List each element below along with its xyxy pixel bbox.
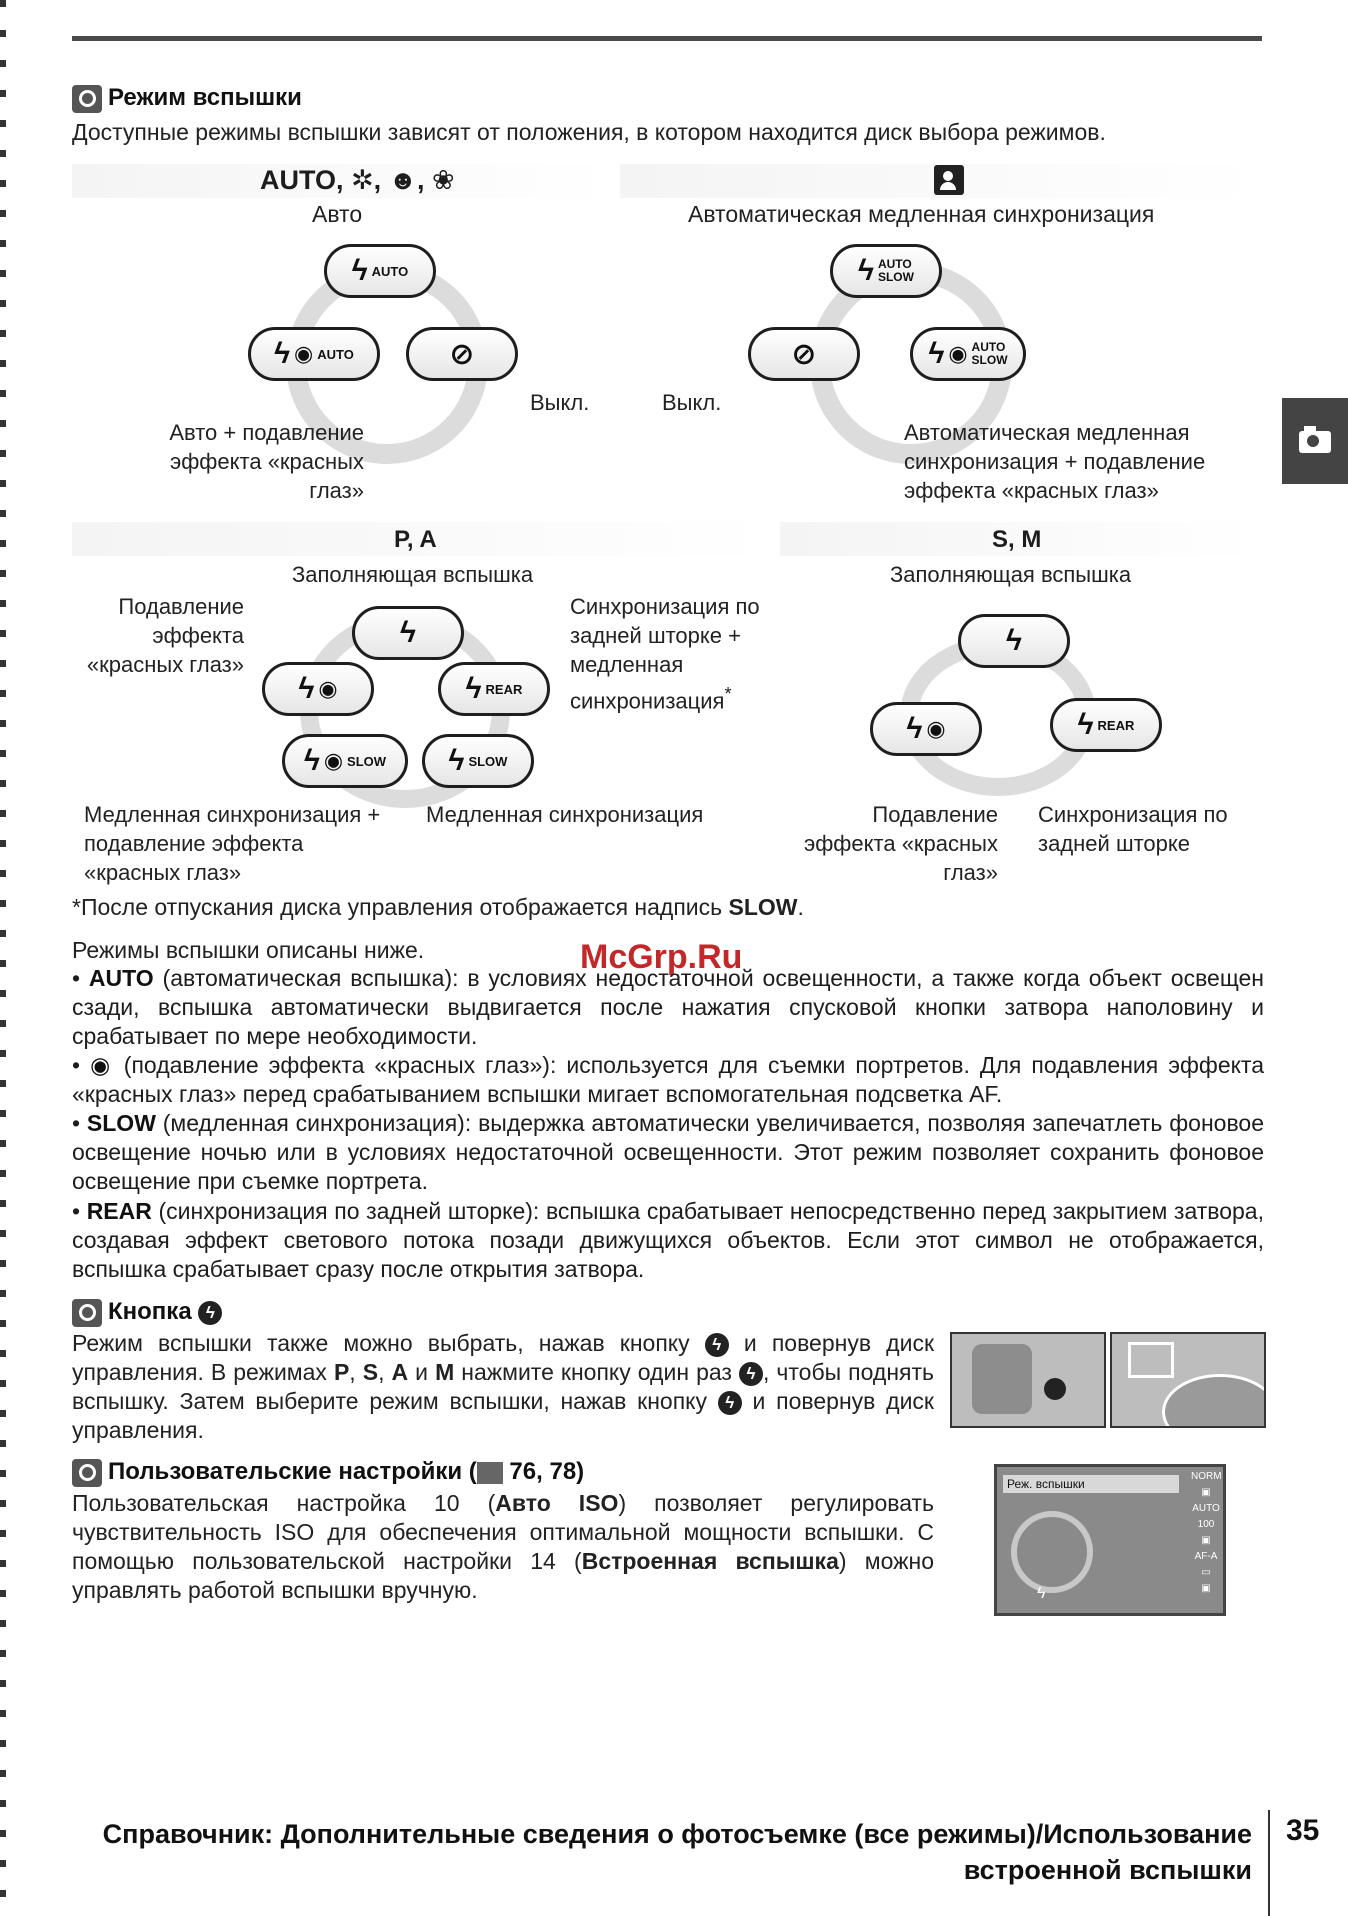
camera-side-photo — [950, 1332, 1106, 1428]
red-eye-icon: ◉ — [294, 341, 314, 366]
flash-off-icon: ⊘ — [449, 337, 475, 371]
modes-intro: Режимы вспышки описаны ниже. — [72, 937, 425, 963]
sm-group-title: S, M — [992, 526, 1042, 553]
custom-settings-icon — [477, 1462, 503, 1484]
slow-pill-off — [748, 327, 860, 381]
flash-bolt-icon: ϟ — [448, 744, 465, 777]
flash-bolt-icon: ϟ — [400, 616, 416, 649]
custom-text: Пользовательская настройка 10 (Авто ISO) позволяет регулировать чувствительность ISO для обеспечения оптимальной мощности вспышки. С помощью пользовательской настройки 14 (Встроенная вспышка) можно управлять работой вспышки вручную. — [72, 1490, 935, 1603]
button-heading: Кнопка ϟ — [72, 1298, 222, 1327]
pencil-icon — [72, 1459, 102, 1487]
pa-label-redeye: Подавление эффекта «красных глаз» — [86, 594, 244, 677]
sm-pill-redeye — [870, 702, 982, 756]
pa-label-rear-slow: Синхронизация по задней шторке + медленная синхронизация* — [570, 594, 760, 714]
flash-bolt-icon: ϟ — [1037, 1585, 1046, 1602]
red-eye-icon: ◉ — [318, 676, 338, 701]
flash-bolt-icon: ϟ — [1006, 624, 1022, 657]
red-eye-icon: ◉ — [323, 748, 344, 773]
page-number: 35 — [1286, 1814, 1320, 1847]
auto-label-redeye: Авто + подавление эффекта «красных глаз» — [169, 420, 364, 503]
flash-bolt-icon: ϟ — [928, 337, 945, 370]
flash-mode-title: Режим вспышки — [108, 84, 302, 111]
slow-group-title: Автоматическая медленная синхронизация — [688, 201, 1155, 227]
mode-desc-auto: • AUTO (автоматическая вспышка): в условиях недостаточной освещенности, а также когда объект освещен сзади, вспышка автоматически выдвигается после нажатия спусковой кнопки затвора наполовину и срабатывает по мере необходимости. — [72, 965, 1264, 1049]
lcd-title: Реж. вспышки — [1003, 1475, 1179, 1493]
flash-off-icon: ⊘ — [791, 337, 817, 371]
pa-group-subtitle: Заполняющая вспышка — [292, 562, 534, 587]
sm-label-redeye: Подавление эффекта «красных глаз» — [803, 802, 998, 885]
command-dial-photo — [1110, 1332, 1266, 1428]
section-tab — [1282, 398, 1348, 484]
pa-group-title: P, A — [394, 526, 437, 553]
sm-pill-rear: ϟ REAR — [1050, 698, 1162, 752]
footnote: *После отпускания диска управления отображается надпись SLOW. — [72, 894, 804, 920]
binding-edge — [0, 0, 6, 1916]
pa-pill-fill — [352, 606, 464, 660]
sm-pill-fill — [958, 614, 1070, 668]
lcd-side-panel: NORM ▣ AUTO 100 ▣ AF-A ▭ ▣ — [1191, 1471, 1222, 1594]
auto-modes-line: AUTO, ✲, ☻, ❀ — [260, 165, 455, 195]
note-icon — [72, 85, 102, 113]
flash-bolt-icon: ϟ — [858, 254, 874, 287]
flash-mode-heading — [72, 84, 302, 113]
night-portrait-icon — [934, 165, 964, 195]
flash-bolt-icon: ϟ — [298, 672, 315, 705]
flash-bolt-icon: ϟ — [274, 337, 291, 370]
red-eye-icon: ◉ — [90, 1052, 114, 1078]
pa-pill-slow-redeye: ϟ ◉ SLOW — [282, 734, 408, 788]
auto-group-title: Авто — [312, 201, 363, 227]
lcd-ring — [1011, 1511, 1093, 1593]
pa-label-slow: Медленная синхронизация — [426, 802, 704, 827]
mode-desc-redeye: • ◉ (подавление эффекта «красных глаз»): используется для съемки портретов. Для подавления эффекта «красных глаз» перед срабатыванием вспышки мигает вспомогательная подсветка AF. — [72, 1052, 1265, 1107]
pa-pill-redeye — [262, 662, 374, 716]
flash-mode-intro: Доступные режимы вспышки зависят от положения, в котором находится диск выбора режимов. — [72, 119, 1106, 145]
auto-pill-redeye: ϟ ◉ AUTO — [248, 327, 380, 381]
sm-label-rear: Синхронизация по задней шторке — [1038, 802, 1228, 856]
auto-pill-auto: ϟ AUTO — [324, 244, 436, 298]
top-rule — [72, 36, 1262, 41]
slow-label-off: Выкл. — [662, 390, 722, 415]
slow-label-redeye: Автоматическая медленная синхронизация + подавление эффекта «красных глаз» — [904, 420, 1206, 503]
flash-button-icon: ϟ — [718, 1391, 742, 1415]
pa-pill-slow: ϟ SLOW — [422, 734, 534, 788]
auto-pill-off — [406, 327, 518, 381]
footer-divider — [1268, 1810, 1270, 1916]
pa-pill-rear: ϟ REAR — [438, 662, 550, 716]
custom-heading: Пользовательские настройки ( 76, 78) — [72, 1458, 584, 1487]
flash-bolt-icon: ϟ — [303, 744, 320, 777]
sm-group-subtitle: Заполняющая вспышка — [890, 562, 1132, 587]
auto-label-off: Выкл. — [530, 390, 590, 415]
mode-desc-rear: • REAR (синхронизация по задней шторке): вспышка срабатывает непосредственно перед закрытием затвора, создавая эффект светового потока позади движущихся объектов. Если этот символ не отображается, вспышка срабатывает сразу после открытия затвора. — [72, 1198, 1264, 1282]
flash-bolt-icon: ϟ — [1077, 708, 1094, 741]
slow-pill-auto-slow: ϟ AUTO SLOW — [830, 244, 942, 298]
flash-bolt-icon: ϟ — [465, 672, 482, 705]
footer-chapter: Справочник: Дополнительные сведения о фотосъемке (все режимы)/Использование встроенной вспышки — [102, 1819, 1252, 1885]
button-text: Режим вспышки также можно выбрать, нажав кнопку ϟ и повернув диск управления. В режимах P, S, A и M нажмите кнопку один раз ϟ , чтобы поднять вспышку. Затем выберите режим вспышки, нажав кнопку ϟ и повернув диск управления. — [72, 1330, 935, 1443]
note-icon — [72, 1299, 102, 1327]
flash-bolt-icon: ϟ — [906, 712, 923, 745]
mode-desc-slow: • SLOW (медленная синхронизация): выдержка автоматически увеличивается, позволяя запечатлеть фоновое освещение ночью или в условиях недостаточной освещенности. Этот режим позволяет сохранить фоновое освещение при съемке портрета. — [72, 1110, 1265, 1194]
flash-button-icon: ϟ — [198, 1301, 222, 1325]
slow-pill-redeye: ϟ ◉ AUTO SLOW — [910, 327, 1026, 381]
flash-bolt-icon: ϟ — [351, 254, 368, 287]
watermark: McGrp.Ru — [580, 938, 743, 976]
red-eye-icon: ◉ — [926, 716, 946, 741]
lcd-screenshot — [994, 1464, 1226, 1616]
red-eye-icon: ◉ — [948, 341, 968, 366]
pa-label-slow-redeye: Медленная синхронизация + подавление эффекта «красных глаз» — [84, 802, 381, 885]
flash-button-icon: ϟ — [739, 1362, 763, 1386]
flash-button-icon: ϟ — [705, 1333, 729, 1357]
